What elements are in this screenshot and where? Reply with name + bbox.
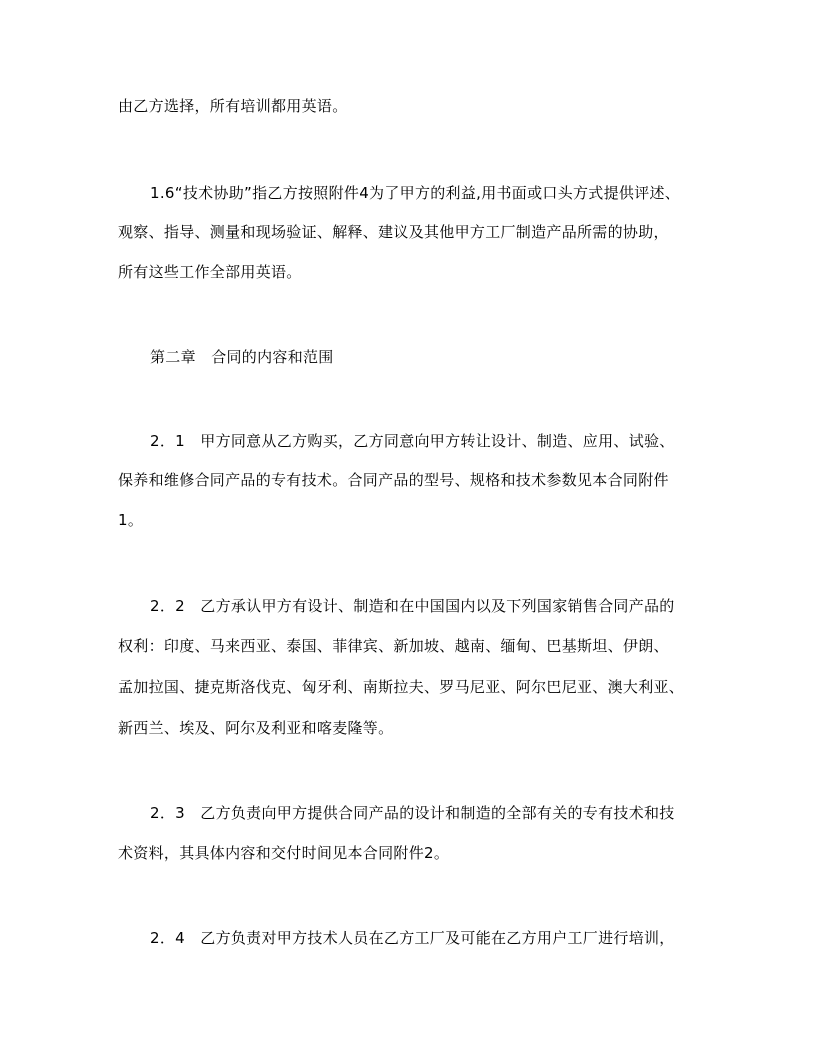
text-line: 保养和维修合同产品的专有技术。合同产品的型号、规格和技术参数见本合同附件 (118, 471, 669, 489)
chapter-heading: 第二章 合同的内容和范围 (150, 348, 334, 366)
text-line: 由乙方选择，所有培训都用英语。 (118, 97, 348, 115)
text-line: 2．3 乙方负责向甲方提供合同产品的设计和制造的全部有关的专有技术和技 (150, 804, 675, 822)
text-line: 所有这些工作全部用英语。 (118, 263, 302, 281)
text-line: 2．1 甲方同意从乙方购买，乙方同意向甲方转让设计、制造、应用、试验、 (150, 432, 675, 450)
text-line: 1。 (118, 511, 144, 529)
text-line: 术资料，其具体内容和交付时间见本合同附件2。 (118, 844, 450, 862)
text-line: 观察、指导、测量和现场验证、解释、建议及其他甲方工厂制造产品所需的协助， (118, 223, 669, 241)
text-line: 新西兰、埃及、阿尔及利亚和喀麦隆等。 (118, 719, 394, 737)
text-line: 2．2 乙方承认甲方有设计、制造和在中国国内以及下列国家销售合同产品的 (150, 597, 675, 615)
text-line: 孟加拉国、捷克斯洛伐克、匈牙利、南斯拉夫、罗马尼亚、阿尔巴尼亚、澳大利亚、 (118, 678, 685, 696)
text-line: 1.6“技术协助”指乙方按照附件4为了甲方的利益,用书面或口头方式提供评述、 (150, 184, 681, 202)
text-line: 2．4 乙方负责对甲方技术人员在乙方工厂及可能在乙方用户工厂进行培训， (150, 929, 675, 947)
text-line: 权利：印度、马来西亚、泰国、菲律宾、新加坡、越南、缅甸、巴基斯坦、伊朗、 (118, 637, 669, 655)
